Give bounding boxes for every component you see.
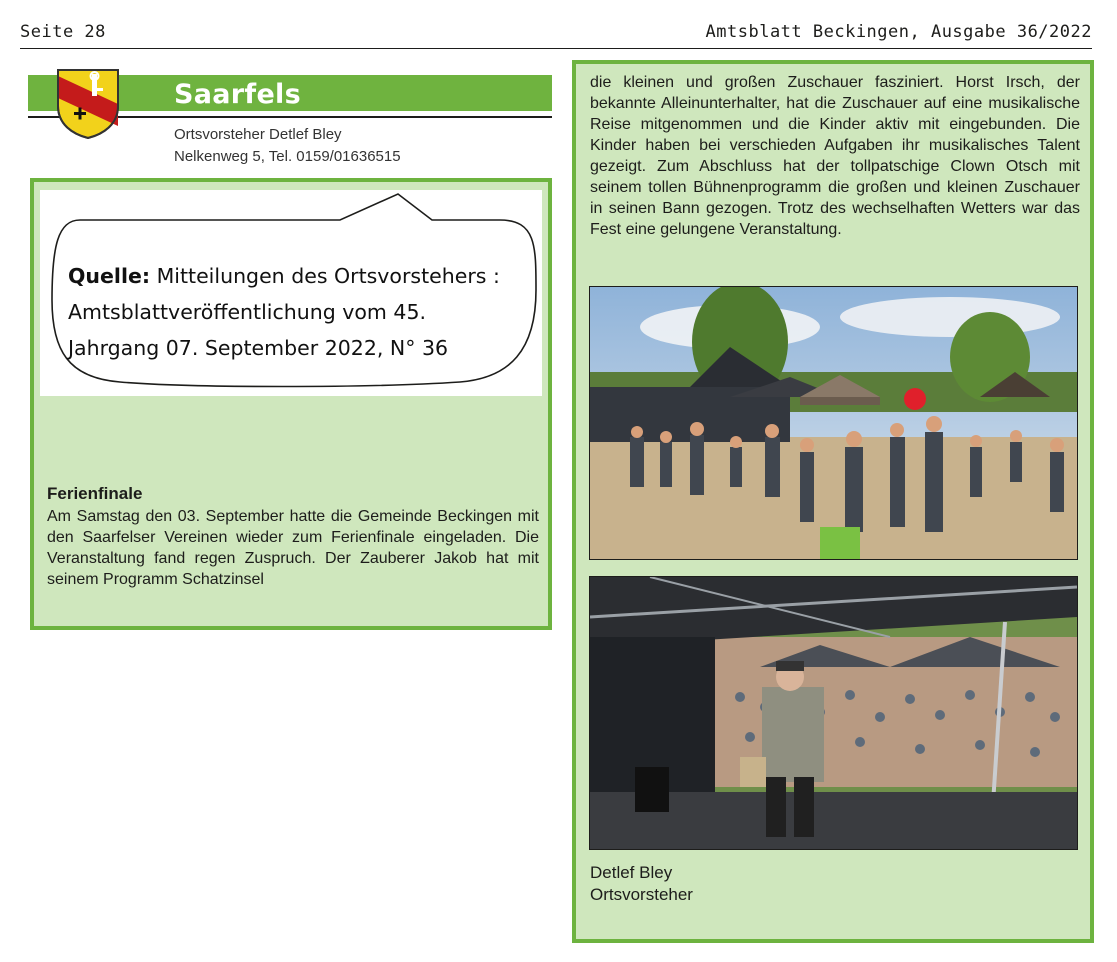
festival-photo-image xyxy=(590,287,1077,559)
contact-address: Nelkenweg 5, Tel. 0159/01636515 xyxy=(174,148,401,165)
source-note-panel xyxy=(40,190,542,396)
page-number: Seite 28 xyxy=(20,22,106,42)
signature-name: Detlef Bley xyxy=(590,863,673,882)
section-title: Saarfels xyxy=(174,79,301,110)
source-note-text xyxy=(68,258,528,366)
section-heading xyxy=(28,65,552,175)
contact-name: Ortsvorsteher Detlef Bley xyxy=(174,126,342,143)
article-left-column xyxy=(47,484,539,590)
article-box-left xyxy=(30,178,552,630)
stage-photo-image xyxy=(590,577,1077,849)
article-box-right xyxy=(572,60,1094,943)
signature xyxy=(590,862,693,906)
page-header xyxy=(20,22,1092,49)
article-text-right: die kleinen und großen Zuschauer fasziniert. Horst Irsch, der bekannte Alleinunterhalter, hat die Zuschauer auf eine musikalische Reise mitgenommen und die Kinder aktiv mit eingebunden. Die Kinder haben bei verschieden Aufgaben ihr musikalisches Talent gezeigt. Zum Abschluss hat der tollpatschige Clown Otsch mit seinem tollen Bühnenprogramm die großen und kleinen Zuschauer in seinen Bann gezogen. Trotz des wechselhaften Wetters war das Fest eine gelungene Veranstaltung. xyxy=(590,74,1080,238)
article-heading: Ferienfinale xyxy=(47,484,143,503)
stage-photo xyxy=(589,576,1078,850)
source-label: Quelle: xyxy=(68,264,151,288)
source-line2: Amtsblattveröffentlichung vom 45. xyxy=(68,300,427,324)
article-text-left: Am Samstag den 03. September hatte die Gemeinde Beckingen mit den Saarfelser Vereinen wieder zum Ferienfinale eingeladen. Die Veranstaltung fand regen Zuspruch. Der Zauberer Jakob hat mit seinem Programm Schatzinsel xyxy=(47,508,539,588)
signature-role: Ortsvorsteher xyxy=(590,885,693,904)
source-line1: Mitteilungen des Ortsvorstehers : xyxy=(150,264,500,288)
source-line3: Jahrgang 07. September 2022, N° 36 xyxy=(68,336,449,360)
coat-of-arms-icon xyxy=(56,68,120,140)
contact-info xyxy=(174,124,401,168)
festival-photo xyxy=(589,286,1078,560)
publication-title: Amtsblatt Beckingen, Ausgabe 36/2022 xyxy=(705,22,1092,42)
